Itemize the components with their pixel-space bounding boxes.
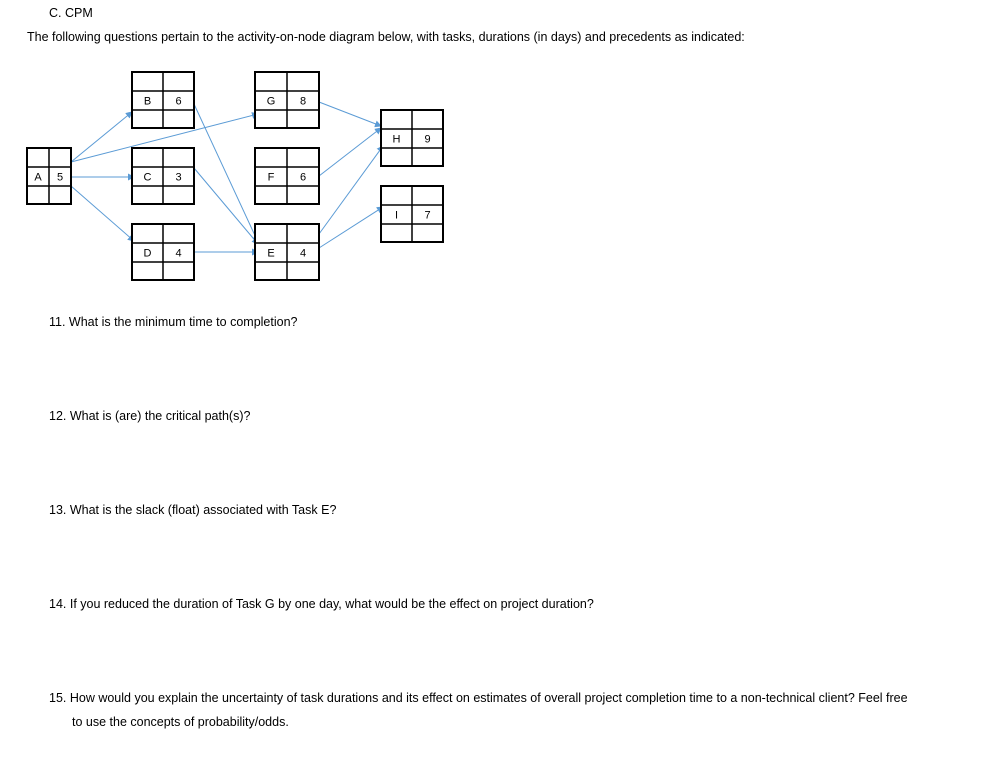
node-duration-label: 5 <box>56 171 64 184</box>
node-task-label: D <box>143 247 152 260</box>
node-e <box>255 224 319 280</box>
arrow-f-to-h <box>319 128 381 176</box>
question-11: 11. What is the minimum time to completion? <box>49 315 298 329</box>
node-duration-label: 8 <box>299 95 307 108</box>
arrow-g-to-h <box>319 102 381 126</box>
node-task-label: F <box>267 171 275 184</box>
arrow-b-to-e <box>194 104 258 242</box>
question-13: 13. What is the slack (float) associated with Task E? <box>49 503 337 517</box>
node-task-label: E <box>267 247 275 260</box>
question-12: 12. What is (are) the critical path(s)? <box>49 409 251 423</box>
node-duration-label: 7 <box>424 209 431 222</box>
arrow-e-to-h <box>319 146 383 234</box>
node-duration-label: 9 <box>424 133 431 146</box>
node-duration-label: 6 <box>299 171 307 184</box>
node-task-label: A <box>34 171 42 184</box>
node-duration-label: 3 <box>175 171 182 184</box>
arrow-a-to-d <box>71 186 134 241</box>
node-duration-label: 4 <box>175 247 182 260</box>
node-task-label: B <box>143 95 152 108</box>
node-duration-label: 4 <box>299 247 307 260</box>
node-h <box>381 110 443 166</box>
node-duration-label: 6 <box>175 95 182 108</box>
node-task-label: C <box>143 171 152 184</box>
section-heading: C. CPM <box>49 6 93 20</box>
node-g <box>255 72 319 128</box>
arrow-e-to-i <box>319 207 383 248</box>
node-c <box>132 148 194 204</box>
node-d <box>132 224 194 280</box>
question-15-line-1: 15. How would you explain the uncertainty of task durations and its effect on estimates of overall project completion time to a non-technical client? Feel free <box>49 691 908 705</box>
intro-text: The following questions pertain to the activity-on-node diagram below, with tasks, durations (in days) and precedents as indicated: <box>27 30 745 44</box>
node-i <box>381 186 443 242</box>
arrow-c-to-e <box>194 168 258 244</box>
node-f <box>255 148 319 204</box>
node-b <box>132 72 194 128</box>
activity-on-node-diagram <box>0 0 994 300</box>
node-task-label: G <box>266 95 276 108</box>
node-a <box>27 148 71 204</box>
question-14: 14. If you reduced the duration of Task G by one day, what would be the effect on project duration? <box>49 597 594 611</box>
node-task-label: H <box>392 133 401 146</box>
node-task-label: I <box>394 209 399 222</box>
question-15-line-2: to use the concepts of probability/odds. <box>72 715 289 729</box>
